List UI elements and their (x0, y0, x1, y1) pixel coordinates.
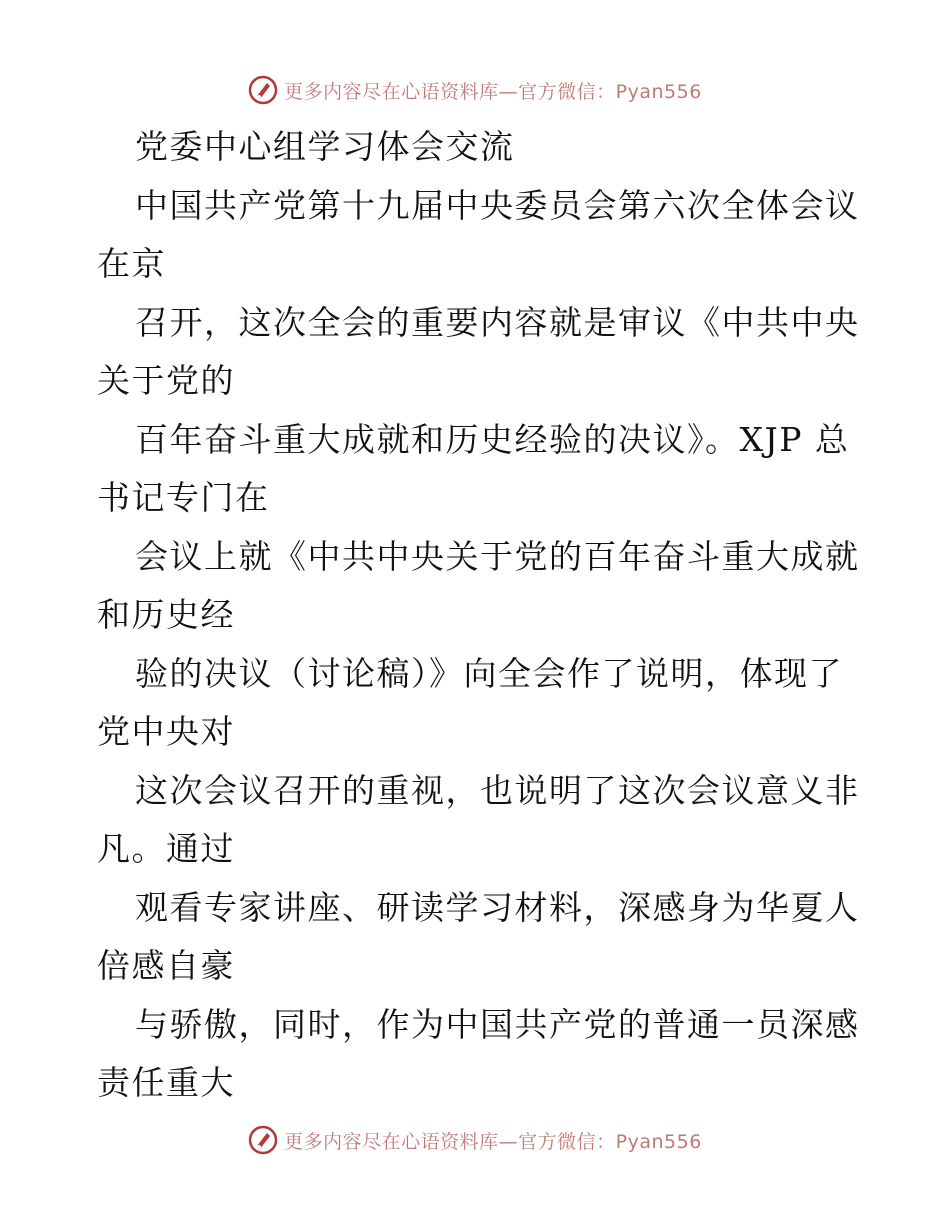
paragraph-line: 和历史经 (97, 595, 235, 634)
paragraph-line: 书记专门在 (97, 478, 270, 517)
paragraph-line: 倍感自豪 (97, 946, 235, 985)
paragraph-line: 这次会议召开的重视，也说明了这次会议意义非 (135, 770, 860, 810)
paragraph-line: 中国共产党第十九届中央委员会第六次全体会议 (135, 185, 860, 225)
paragraph-line: 观看专家讲座、研读学习材料，深感身为华夏人 (135, 887, 860, 927)
paragraph-line: 会议上就《中共中央关于党的百年奋斗重大成就 (135, 536, 860, 576)
paragraph-line: 党中央对 (97, 712, 235, 751)
document-title: 党委中心组学习体会交流 (135, 127, 515, 166)
paragraph-line: 百年奋斗重大成就和历史经验的决议》。XJP 总 (135, 419, 850, 459)
watermark-footer (0, 1120, 950, 1160)
pen-logo-icon (248, 75, 278, 105)
document-body (97, 118, 860, 1113)
paragraph-line: 凡。通过 (97, 829, 235, 868)
watermark-text: 更多内容尽在心语资料库—官方微信：Pyan556 (284, 80, 702, 103)
paragraph-line: 验的决议（讨论稿）》向全会作了说明，体现了 (135, 653, 843, 693)
paragraph-line: 责任重大 (97, 1063, 235, 1102)
paragraph-line: 在京 (97, 244, 166, 283)
watermark-header (0, 70, 950, 110)
paragraph-line: 召开，这次全会的重要内容就是审议《中共中央 (135, 302, 860, 342)
watermark-text: 更多内容尽在心语资料库—官方微信：Pyan556 (284, 1130, 702, 1153)
paragraph-line: 与骄傲，同时，作为中国共产党的普通一员深感 (135, 1004, 860, 1044)
paragraph-line: 关于党的 (97, 361, 235, 400)
pen-logo-icon (248, 1125, 278, 1155)
